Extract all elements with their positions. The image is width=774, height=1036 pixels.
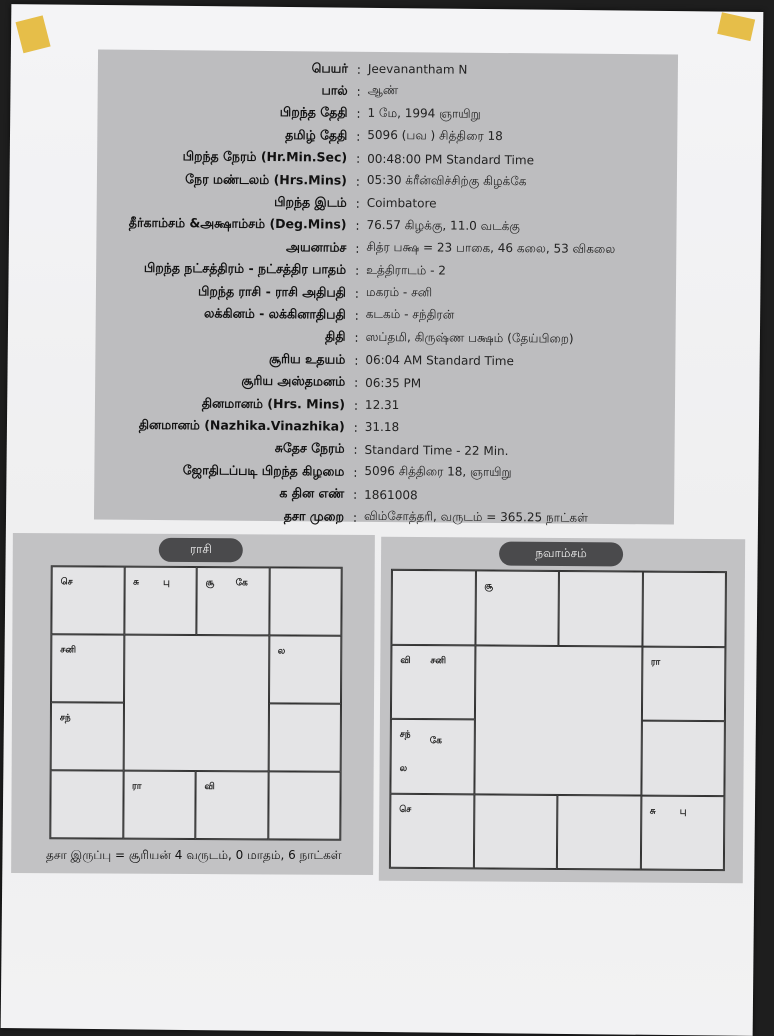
navamsa-planet: சு — [649, 806, 656, 817]
rasi-planet: சந் — [59, 713, 71, 724]
detail-value: 1 மே, 1994 ஞாயிறு — [367, 105, 481, 121]
detail-value: கடகம் - சந்திரன் — [365, 307, 455, 322]
rasi-planet: சனி — [60, 645, 77, 656]
detail-label: லக்கினம் - லக்கினாதிபதி — [203, 305, 346, 322]
detail-label: சுதேச நேரம் — [274, 440, 345, 456]
detail-label: தசா முறை — [283, 507, 345, 524]
rasi-house — [51, 634, 124, 702]
detail-colon: : — [354, 285, 360, 301]
rasi-house — [268, 771, 341, 839]
navamsa-house — [473, 794, 557, 869]
rasi-planet: கே — [235, 578, 248, 589]
navamsa-house — [558, 571, 642, 646]
detail-value: Standard Time - 22 Min. — [364, 442, 509, 458]
rasi-house — [196, 567, 269, 635]
detail-value: Coimbatore — [366, 196, 437, 211]
navamsa-house — [642, 572, 726, 647]
navamsa-house — [390, 793, 474, 868]
navamsa-planet: பு — [679, 806, 687, 817]
detail-value: ஸப்தமி, கிருஷ்ண பக்ஷம் (தேய்பிறை) — [365, 329, 574, 346]
detail-colon: : — [353, 442, 358, 458]
detail-colon: : — [352, 509, 358, 525]
detail-colon: : — [353, 397, 359, 413]
navamsa-planet: சூ — [484, 581, 494, 592]
detail-label: தினமானம் (Nazhika.Vinazhika) — [138, 416, 345, 434]
dasa-balance: தசா இருப்பு = சூரியன் 4 வருடம், 0 மாதம், 6 நாட்கள் — [46, 848, 342, 862]
rasi-house — [50, 770, 123, 838]
navamsa-planet: சந் — [399, 729, 411, 740]
tape-right — [717, 12, 755, 41]
detail-label: ஜோதிடப்படி பிறந்த கிழமை — [182, 461, 345, 479]
navamsa-house — [390, 719, 474, 794]
rasi-house — [124, 567, 197, 635]
detail-value: 05:30 க்ரீன்விச்சிற்கு கிழக்கே — [366, 172, 527, 189]
detail-colon: : — [353, 486, 358, 502]
detail-value: 5096 சித்திரை 18, ஞாயிறு — [364, 464, 512, 480]
navamsa-center — [474, 645, 642, 795]
navamsa-planet: கே — [429, 736, 442, 747]
detail-colon: : — [354, 307, 359, 323]
rasi-planet: செ — [60, 577, 73, 588]
navamsa-planet: சனி — [430, 655, 447, 666]
navamsa-planet: செ — [399, 804, 412, 815]
navamsa-chart-panel — [379, 537, 745, 884]
navamsa-planet: ல — [399, 763, 408, 774]
detail-value: 76.57 கிழக்கு, 11.0 வடக்கு — [366, 217, 521, 233]
detail-label: பெயர் — [311, 59, 348, 76]
detail-value: விம்சோத்தரி, வருடம் = 365.25 நாட்கள் — [363, 508, 589, 525]
navamsa-planet: ரா — [650, 657, 661, 668]
rasi-grid — [49, 565, 342, 841]
navamsa-grid — [389, 569, 727, 871]
rasi-planet: ல — [277, 646, 286, 657]
rasi-house — [195, 771, 268, 839]
detail-colon: : — [354, 352, 359, 368]
detail-colon: : — [356, 83, 361, 99]
navamsa-house — [475, 570, 559, 645]
navamsa-house — [391, 644, 475, 719]
detail-value: ஆண் — [367, 83, 399, 98]
detail-value: 00:48:00 PM Standard Time — [367, 151, 535, 167]
rasi-planet: வி — [204, 782, 215, 793]
detail-label: அயனாம்ச — [286, 238, 347, 255]
rasi-house — [269, 635, 342, 703]
rasi-center — [123, 635, 269, 772]
detail-label: தீர்காம்சம் &அக்ஷாம்சம் (Deg.Mins) — [128, 215, 347, 232]
detail-colon: : — [354, 262, 360, 278]
detail-label: சூரிய அஸ்தமனம் — [241, 372, 346, 389]
detail-colon: : — [355, 150, 361, 166]
navamsa-planet: வி — [400, 655, 411, 666]
detail-value: 31.18 — [364, 420, 400, 435]
detail-label: சூரிய உதயம் — [269, 350, 346, 367]
detail-label: தினமானம் (Hrs. Mins) — [201, 394, 346, 412]
rasi-planet: பு — [163, 577, 170, 588]
detail-colon: : — [355, 195, 360, 211]
detail-value: Jeevanantham N — [367, 61, 468, 77]
detail-value: உத்திராடம் - 2 — [366, 262, 447, 278]
rasi-house — [51, 702, 124, 770]
detail-label: க தின எண் — [279, 485, 345, 501]
detail-colon: : — [353, 464, 358, 480]
detail-value: மகரம் - சனி — [365, 284, 433, 300]
detail-label: பிறந்த தேதி — [279, 104, 348, 120]
tape-left — [16, 15, 51, 53]
detail-value: 1861008 — [364, 487, 418, 502]
detail-label: நேர மண்டலம் (Hrs.Mins) — [185, 170, 348, 188]
detail-label: திதி — [325, 328, 346, 344]
navamsa-house — [391, 570, 475, 645]
rasi-planet: சூ — [205, 578, 215, 589]
rasi-house — [269, 567, 342, 635]
detail-label: பால் — [321, 82, 348, 98]
detail-colon: : — [354, 330, 359, 346]
navamsa-house — [640, 795, 724, 870]
detail-colon: : — [353, 374, 359, 390]
rasi-house — [123, 771, 196, 839]
navamsa-house — [641, 646, 725, 721]
detail-colon: : — [355, 218, 360, 234]
detail-label: பிறந்த ராசி - ராசி அதிபதி — [197, 282, 347, 300]
detail-colon: : — [356, 128, 361, 144]
detail-colon: : — [355, 240, 360, 256]
detail-value: 12.31 — [364, 397, 400, 413]
rasi-chart-panel — [11, 533, 375, 875]
birth-details-panel — [94, 49, 678, 524]
rasi-house — [51, 566, 124, 634]
navamsa-house — [557, 794, 641, 869]
detail-colon: : — [353, 419, 358, 435]
rasi-planet: ரா — [132, 781, 142, 792]
detail-colon: : — [356, 61, 362, 77]
navamsa-title: நவாம்சம் — [499, 542, 623, 567]
rasi-planet: சு — [133, 577, 140, 588]
rasi-house — [268, 703, 341, 771]
detail-colon: : — [356, 106, 361, 122]
detail-label: பிறந்த நேரம் (Hr.Min.Sec) — [182, 148, 348, 165]
detail-value: 5096 (பவ ) சித்திரை 18 — [367, 128, 503, 144]
navamsa-house — [641, 721, 725, 796]
detail-value: சித்ர பக்ஷ = 23 பாகை, 46 கலை, 53 விகலை — [366, 240, 616, 257]
detail-value: 06:35 PM — [365, 375, 422, 390]
detail-colon: : — [355, 173, 361, 189]
detail-label: பிறந்த இடம் — [274, 193, 347, 210]
rasi-title: ராசி — [159, 538, 243, 562]
detail-label: தமிழ் தேதி — [285, 126, 348, 143]
detail-value: 06:04 AM Standard Time — [365, 353, 514, 369]
detail-label: பிறந்த நட்சத்திரம் - நட்சத்திர பாதம் — [143, 259, 347, 277]
